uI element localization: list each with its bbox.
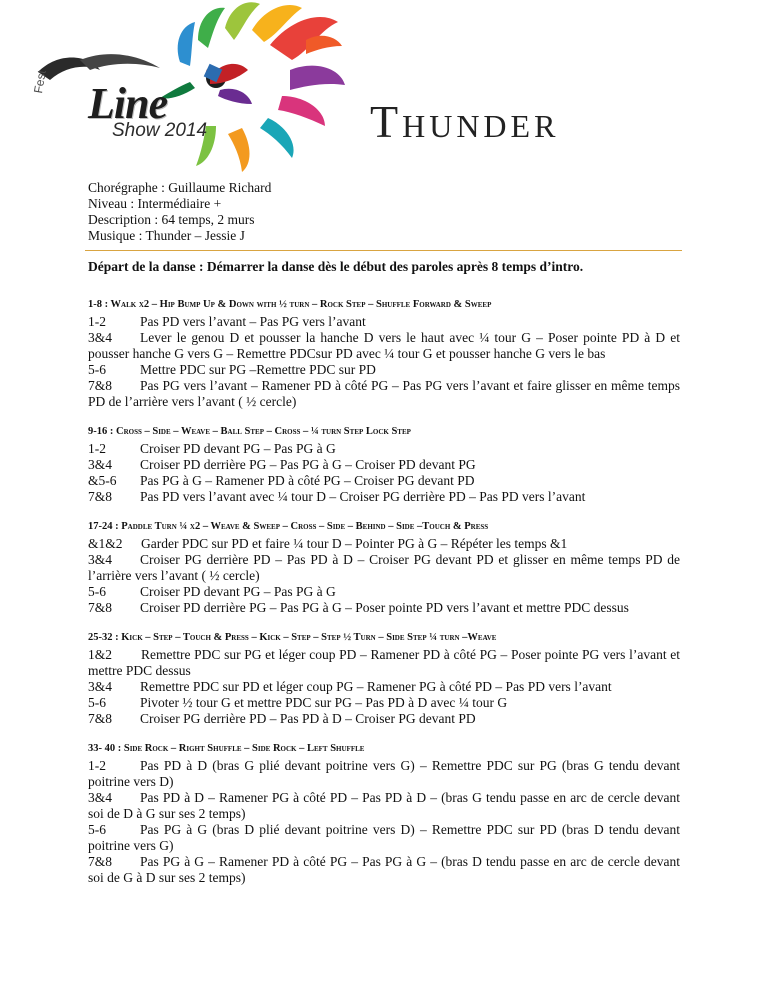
step-text: Pas PD à D – Ramener PG à côté PD – Pas PD à D – (bras G tendu passe en arc de cercle devant soi de D à G sur ses 2 temps) [88, 790, 680, 821]
step-count: 5-6 [88, 584, 106, 599]
dance-title: Thunder [370, 96, 560, 147]
step-text: Mettre PDC sur PG –Remettre PDC sur PD [140, 362, 376, 377]
step-count: 1&2 [88, 647, 113, 662]
step-row [88, 536, 680, 552]
step-row [88, 711, 680, 727]
festival-logo-graphic [20, 0, 360, 175]
step-count: &1&2 [88, 536, 123, 551]
section [88, 425, 680, 505]
step-count: 5-6 [88, 822, 106, 837]
step-text: Pas PG à G – Ramener PD à côté PG – Croiser PG devant PD [140, 473, 475, 488]
section [88, 631, 680, 727]
step-row [88, 695, 680, 711]
header [0, 0, 768, 175]
step-text: Garder PDC sur PD et faire ¼ tour D – Pointer PG à G – Répéter les temps &1 [141, 536, 568, 551]
section [88, 742, 680, 886]
section-title: 25-32 : Kick – Step – Touch & Press – Kick – Step – Step ½ Turn – Side Step ¼ turn –Weave [88, 632, 497, 643]
step-count: 3&4 [88, 679, 113, 694]
step-count: 1-2 [88, 758, 106, 773]
step-row [88, 441, 680, 457]
step-row [88, 473, 680, 489]
step-row [88, 647, 680, 679]
step-count: 7&8 [88, 711, 113, 726]
step-text: Pivoter ½ tour G et mettre PDC sur PG – Pas PD à D avec ¼ tour G [140, 695, 508, 710]
step-count: &5-6 [88, 473, 117, 488]
step-count: 3&4 [88, 330, 113, 345]
step-count: 1-2 [88, 441, 106, 456]
section-title: 17-24 : Paddle Turn ¼ x2 – Weave & Sweep – Cross – Side – Behind – Side –Touch & Press [88, 521, 489, 532]
step-row [88, 854, 680, 886]
step-row [88, 457, 680, 473]
dance-info [88, 180, 271, 244]
step-text: Croiser PG derrière PD – Pas PD à D – Croiser PG devant PD et glisser en même temps PD de l’arrière vers l’avant ( ½ cercle) [88, 552, 680, 583]
intro-text: Départ de la danse : Démarrer la danse dès le début des paroles après 8 temps d’intro. [88, 259, 584, 274]
step-text: Croiser PD devant PG – Pas PG à G [140, 584, 336, 599]
section-title: 9-16 : Cross – Side – Weave – Ball Step – Cross – ¼ turn Step Lock Step [88, 426, 411, 437]
step-text: Remettre PDC sur PD et léger coup PG – Ramener PG à côté PD – Pas PD vers l’avant [140, 679, 612, 694]
step-count: 5-6 [88, 695, 106, 710]
step-count: 1-2 [88, 314, 106, 329]
step-text: Croiser PD devant PG – Pas PG à G [140, 441, 336, 456]
step-row [88, 790, 680, 822]
choreographer: Chorégraphe : Guillaume Richard [88, 180, 272, 195]
step-count: 5-6 [88, 362, 106, 377]
step-text: Pas PD vers l’avant – Pas PG vers l’avant [140, 314, 366, 329]
step-row [88, 314, 680, 330]
step-row [88, 362, 680, 378]
step-row [88, 584, 680, 600]
section [88, 298, 680, 410]
section-title: 1-8 : Walk x2 – Hip Bump Up & Down with ½ turn – Rock Step – Shuffle Forward & Sweep [88, 299, 492, 310]
step-text: Remettre PDC sur PG et léger coup PD – Ramener PD à côté PG – Poser pointe PG vers l’avant et mettre PDC dessus [88, 647, 680, 678]
step-count: 3&4 [88, 457, 113, 472]
step-text: Croiser PD derrière PG – Pas PG à G – Croiser PD devant PG [140, 457, 476, 472]
step-count: 7&8 [88, 600, 113, 615]
step-text: Pas PG à G (bras D plié devant poitrine vers D) – Remettre PDC sur PD (bras D tendu devant poitrine vers G) [88, 822, 680, 853]
divider [85, 250, 682, 251]
step-row [88, 822, 680, 854]
step-text: Pas PD vers l’avant avec ¼ tour D – Croiser PG derrière PD – Pas PD vers l’avant [140, 489, 586, 504]
step-row [88, 679, 680, 695]
step-count: 7&8 [88, 489, 113, 504]
step-count: 7&8 [88, 854, 113, 869]
step-count: 3&4 [88, 790, 113, 805]
level: Niveau : Intermédiaire + [88, 196, 222, 211]
step-row [88, 378, 680, 410]
step-row [88, 330, 680, 362]
step-text: Croiser PD derrière PG – Pas PG à G – Poser pointe PD vers l’avant et mettre PDC dessus [140, 600, 629, 615]
step-text: Pas PG à G – Ramener PD à côté PG – Pas PG à G – (bras D tendu passe en arc de cercle devant soi de G à D sur ses 2 temps) [88, 854, 680, 885]
logo-show-text: Show 2014 [112, 120, 208, 141]
step-text: Pas PD à D (bras G plié devant poitrine vers G) – Remettre PDC sur PG (bras G tendu devant poitrine vers D) [88, 758, 680, 789]
step-text: Croiser PG derrière PD – Pas PD à D – Croiser PG devant PD [140, 711, 476, 726]
description: Description : 64 temps, 2 murs [88, 212, 255, 227]
step-row [88, 600, 680, 616]
step-count: 7&8 [88, 378, 113, 393]
step-count: 3&4 [88, 552, 113, 567]
step-sections [88, 298, 680, 901]
step-row [88, 489, 680, 505]
step-text: Pas PG vers l’avant – Ramener PD à côté PG – Pas PG vers l’avant et faire glisser en même temps PD de l’arrière vers l’avant ( ½ cercle) [88, 378, 680, 409]
logo-fest-text: Fest [31, 69, 49, 95]
step-row [88, 552, 680, 584]
section [88, 520, 680, 616]
section-title: 33- 40 : Side Rock – Right Shuffle – Side Rock – Left Shuffle [88, 743, 365, 754]
step-text: Lever le genou D et pousser la hanche D vers le haut avec ¼ tour G – Poser pointe PD à D et pousser hanche G vers G – Remettre PDCsur PD avec ¼ tour G et pousser hanche G vers le bas [88, 330, 680, 361]
logo-line-text: Line [88, 79, 168, 128]
step-row [88, 758, 680, 790]
music: Musique : Thunder – Jessie J [88, 228, 245, 243]
